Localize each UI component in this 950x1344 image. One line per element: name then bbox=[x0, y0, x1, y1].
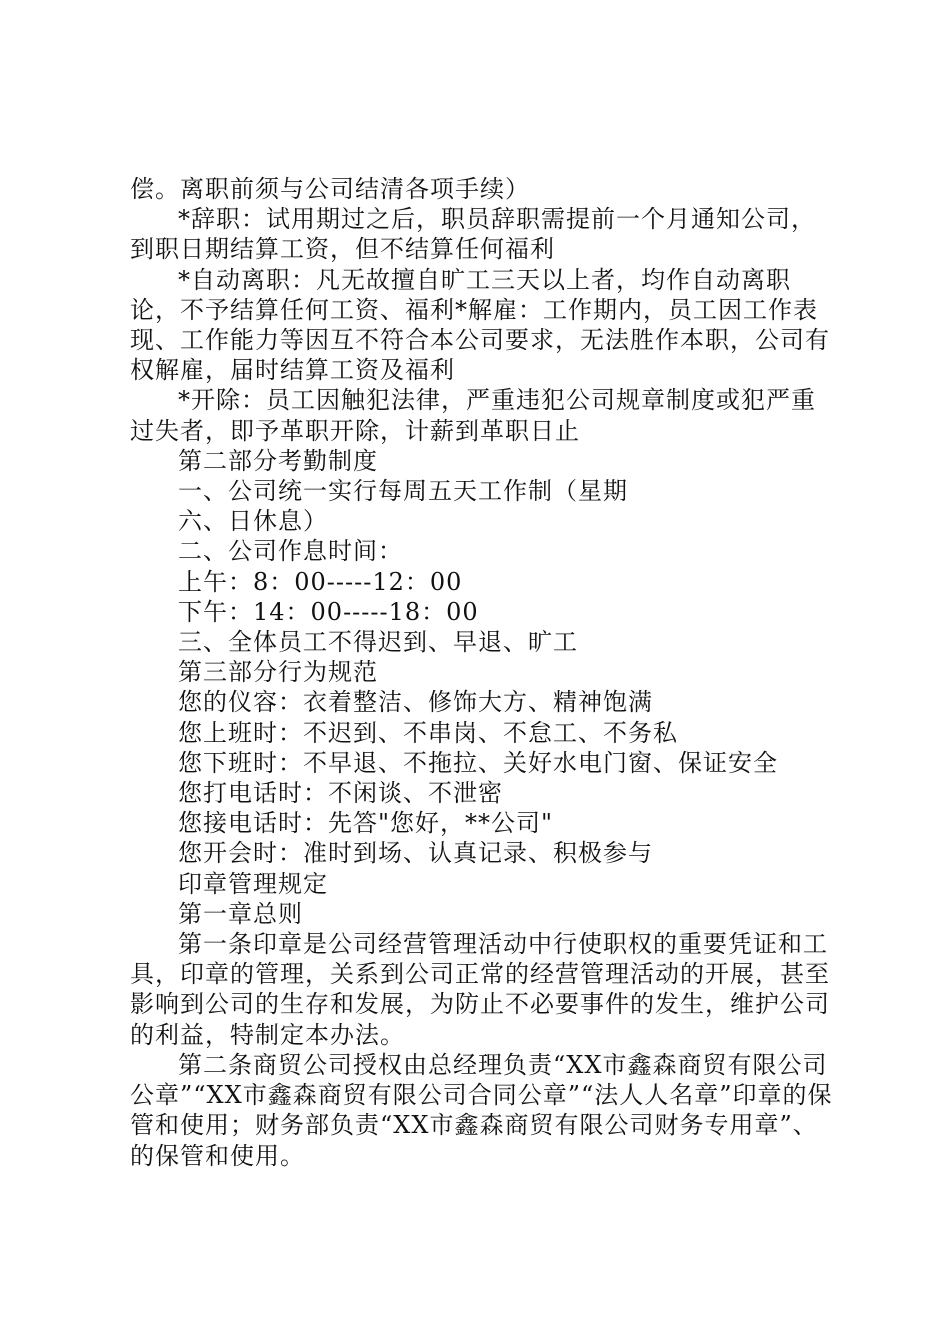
paragraph-resignation: *辞职：试用期过之后，职员辞职需提前一个月通知公司，到职日期结算工资，但不结算任何福利 bbox=[130, 205, 816, 264]
paragraph-article-1: 第一条印章是公司经营管理活动中行使职权的重要凭证和工具，印章的管理，关系到公司正常的经营管理活动的开展，甚至影响到公司的生存和发展，为防止不必要事件的发生，维护公司的利益，特制定本办法。 bbox=[130, 930, 830, 1049]
paragraph-weekend: 六、日休息） bbox=[178, 507, 328, 536]
paragraph-continuation: 偿。离职前须与公司结清各项手续） bbox=[130, 175, 530, 203]
paragraph-article-2: 第二条商贸公司授权由总经理负责“XX市鑫森商贸有限公司公章”“XX市鑫森商贸有限公司合同公章”“法人人名章”印章的保管和使用；财务部负责“XX市鑫森商贸有限公司财务专用章”、的保管和使用。 bbox=[130, 1050, 833, 1170]
paragraph-phone-call: 您打电话时：不闲谈、不泄密 bbox=[178, 779, 503, 808]
paragraph-work-hours: 二、公司作息时间： bbox=[178, 537, 403, 566]
paragraph-afternoon-hours: 下午：14：00-----18：00 bbox=[178, 597, 479, 626]
section-heading-conduct: 第三部分行为规范 bbox=[178, 658, 378, 687]
paragraph-meeting: 您开会时：准时到场、认真记录、积极参与 bbox=[178, 839, 653, 868]
paragraph-workweek: 一、公司统一实行每周五天工作制（星期 bbox=[178, 477, 628, 506]
paragraph-appearance: 您的仪容：衣着整洁、修饰大方、精神饱满 bbox=[178, 688, 653, 717]
paragraph-auto-leave: *自动离职：凡无故擅自旷工三天以上者，均作自动离职论，不予结算任何工资、福利*解雇：工作期内，员工因工作表现、工作能力等因互不符合本公司要求，无法胜作本职，公司有权解雇，届时结算工资及福利 bbox=[130, 265, 830, 385]
paragraph-on-duty: 您上班时：不迟到、不串岗、不怠工、不务私 bbox=[178, 718, 678, 747]
paragraph-dismissal: *开除：员工因触犯法律，严重违犯公司规章制度或犯严重过失者，即予革职开除，计薪到革职日止 bbox=[130, 386, 816, 445]
paragraph-answer-phone: 您接电话时：先答"您好，**公司" bbox=[178, 809, 554, 838]
section-heading-seal: 印章管理规定 bbox=[178, 869, 328, 898]
document-body bbox=[130, 174, 834, 1171]
paragraph-morning-hours: 上午：8：00-----12：00 bbox=[178, 567, 463, 596]
chapter-heading-general: 第一章总则 bbox=[178, 899, 303, 928]
section-heading-attendance: 第二部分考勤制度 bbox=[178, 446, 378, 475]
paragraph-off-duty: 您下班时：不早退、不拖拉、关好水电门窗、保证安全 bbox=[178, 748, 778, 777]
paragraph-no-late: 三、全体员工不得迟到、早退、旷工 bbox=[178, 628, 578, 657]
